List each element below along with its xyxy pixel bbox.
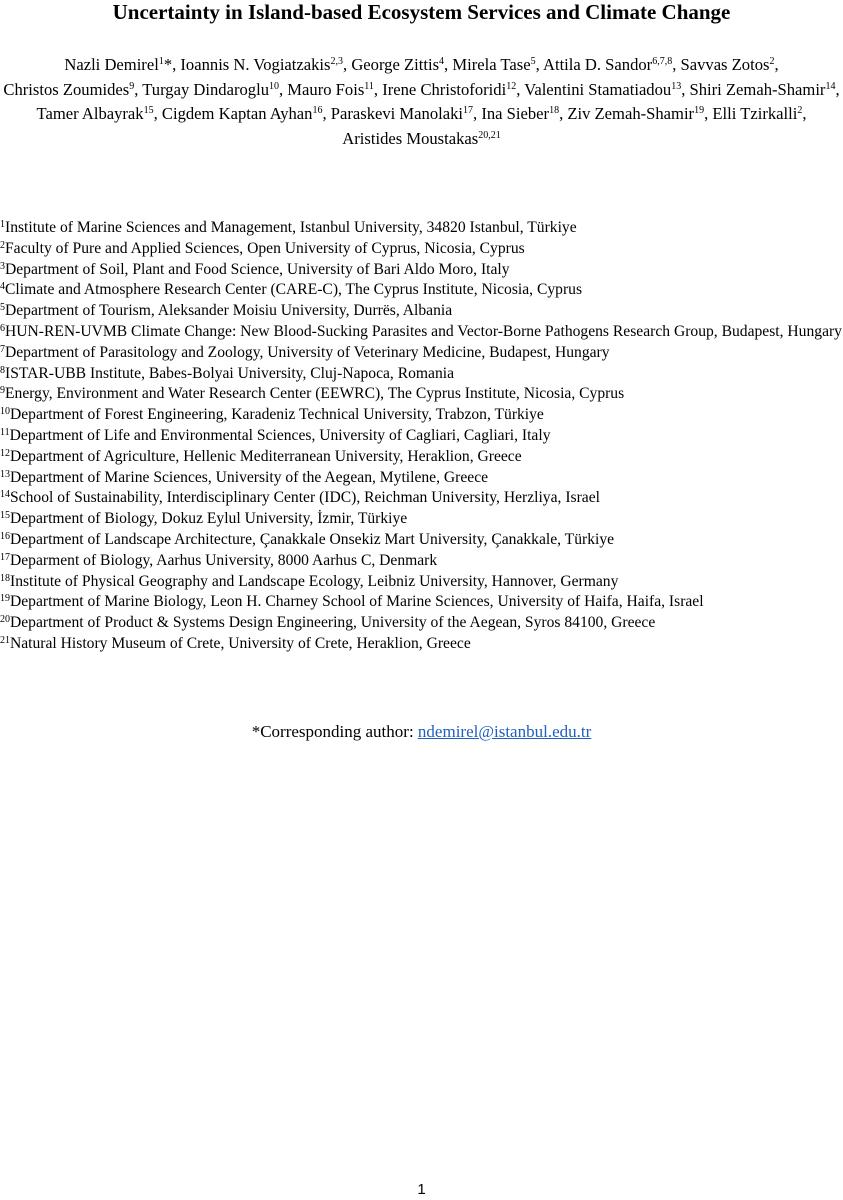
author-affiliation-marker: 4 — [439, 56, 445, 67]
corresponding-author — [0, 721, 843, 743]
affiliation-item — [0, 239, 843, 260]
author-affiliation-marker: 20,21 — [478, 129, 501, 141]
affiliation-item — [0, 322, 843, 343]
author — [142, 80, 279, 99]
corresponding-author-label: *Corresponding author: — [251, 722, 418, 741]
author-affiliation-marker: 9 — [129, 80, 135, 92]
affiliation-number: 12 — [0, 447, 10, 459]
author-separator: , — [704, 104, 713, 123]
affiliation-number: 15 — [0, 510, 10, 522]
author — [481, 104, 559, 123]
author-affiliation-marker: 2,3 — [330, 56, 344, 67]
affiliation-text: Department of Landscape Architecture, Çanakkale Onsekiz Mart University, Çanakkale, Türkiye — [10, 530, 615, 548]
affiliation-item — [0, 364, 843, 385]
author — [36, 104, 153, 123]
affiliation-text: Department of Parasitology and Zoology, University of Veterinary Medicine, Budapest, Hungary — [5, 343, 610, 361]
author-name: Ioannis N. Vogiatzakis — [180, 55, 331, 74]
affiliation-text: Department of Life and Environmental Sciences, University of Cagliari, Cagliari, Italy — [9, 426, 551, 444]
affiliation-number: 11 — [0, 426, 10, 438]
affiliation-item — [0, 405, 843, 426]
author — [690, 80, 836, 99]
author-affiliation-marker: 1 — [158, 56, 164, 67]
affiliation-text: Natural History Museum of Crete, University of Crete, Heraklion, Greece — [10, 634, 471, 652]
affiliation-item — [0, 592, 843, 613]
affiliation-number: 7 — [0, 343, 5, 355]
author-affiliation-marker: 2 — [769, 56, 775, 67]
author-affiliation-marker: 6,7,8 — [652, 56, 673, 67]
affiliation-number: 3 — [0, 260, 5, 272]
author — [351, 55, 444, 74]
affiliation-number: 19 — [0, 593, 10, 605]
affiliation-item — [0, 301, 843, 322]
author — [162, 104, 323, 123]
author-separator: , — [473, 104, 482, 123]
author-separator: , — [322, 104, 331, 123]
affiliation-item — [0, 260, 843, 281]
author-affiliation-marker: 13 — [671, 80, 682, 92]
author-separator: , — [672, 55, 681, 74]
affiliation-text: Department of Biology, Dokuz Eylul University, İzmir, Türkiye — [10, 510, 408, 528]
affiliation-text: Institute of Physical Geography and Landscape Ecology, Leibniz University, Hannover, Germany — [10, 572, 619, 590]
affiliation-number: 4 — [0, 281, 5, 293]
affiliation-text: Climate and Atmosphere Research Center (CARE-C), The Cyprus Institute, Nicosia, Cyprus — [5, 281, 583, 299]
author — [3, 80, 134, 99]
affiliation-number: 14 — [0, 489, 10, 501]
affiliation-number: 1 — [0, 219, 5, 230]
author — [382, 80, 516, 99]
affiliation-text: Deparment of Biology, Aarhus University, 8000 Aarhus C, Denmark — [10, 551, 438, 569]
author-separator: , — [134, 79, 143, 99]
affiliation-item — [0, 280, 843, 301]
affiliation-text: ISTAR-UBB Institute, Babes-Bolyai University, Cluj-Napoca, Romania — [5, 364, 455, 382]
author — [287, 80, 374, 99]
affiliation-number: 9 — [0, 385, 5, 397]
author-name: Savvas Zotos — [680, 55, 770, 74]
affiliation-text: Department of Marine Sciences, University of the Aegean, Mytilene, Greece — [10, 468, 489, 486]
author-affiliation-marker: 18 — [549, 105, 560, 116]
affiliation-item — [0, 488, 843, 509]
affiliation-text: Department of Soil, Plant and Food Science, University of Bari Aldo Moro, Italy — [5, 260, 510, 278]
author — [64, 55, 163, 74]
affiliation-item — [0, 447, 843, 468]
affiliation-number: 5 — [0, 302, 5, 314]
affiliation-list — [0, 218, 843, 655]
author-name: Christos Zoumides — [3, 79, 130, 99]
author — [331, 104, 473, 123]
affiliation-item — [0, 551, 843, 572]
author-name: Mirela Tase — [452, 55, 531, 74]
author-affiliation-marker: 10 — [269, 80, 279, 92]
affiliation-number: 10 — [0, 406, 10, 418]
author-name: Attila D. Sandor — [542, 55, 653, 74]
paper-title: Uncertainty in Island-based Ecosystem Services and Climate Change — [112, 0, 731, 24]
author-name: Irene Christoforidi — [382, 79, 507, 99]
author-affiliation-marker: 14 — [825, 80, 836, 92]
affiliation-number: 18 — [0, 572, 10, 584]
author-separator: , — [802, 104, 807, 123]
author — [342, 129, 500, 148]
affiliation-text: Institute of Marine Sciences and Management, Istanbul University, 34820 Istanbul, Türkiye — [5, 219, 577, 236]
author-affiliation-marker: 19 — [694, 105, 705, 116]
affiliation-text: Department of Marine Biology, Leon H. Charney School of Marine Sciences, University of Haifa, Haifa, Israel — [10, 593, 704, 611]
affiliation-item — [0, 530, 843, 551]
affiliation-item — [0, 572, 843, 593]
affiliation-item — [0, 613, 843, 634]
affiliation-text: HUN-REN-UVMB Climate Change: New Blood-Sucking Parasites and Vector-Borne Pathogens Research Group, Budapest, Hungary — [5, 322, 842, 340]
author-separator: , — [535, 55, 543, 74]
affiliation-item — [0, 343, 843, 364]
affiliation-item — [0, 509, 843, 530]
author-separator: , — [516, 79, 525, 99]
page-number: 1 — [417, 1181, 426, 1198]
author — [180, 55, 343, 74]
affiliation-item — [0, 218, 843, 239]
affiliation-text: Faculty of Pure and Applied Sciences, Open University of Cyprus, Nicosia, Cyprus — [5, 239, 525, 257]
affiliation-number: 20 — [0, 614, 10, 626]
affiliation-text: Energy, Environment and Water Research Center (EEWRC), The Cyprus Institute, Nicosia, Cyprus — [5, 385, 625, 403]
author — [543, 55, 672, 74]
affiliation-item — [0, 468, 843, 489]
affiliation-item — [0, 634, 843, 655]
author-name: Turgay Dindaroglu — [142, 79, 269, 99]
author-name: George Zittis — [351, 55, 440, 74]
author-affiliation-marker: 15 — [143, 105, 154, 116]
author-name: Mauro Fois — [287, 79, 365, 99]
author-affiliation-marker: 16 — [312, 105, 323, 116]
author-name: Elli Tzirkalli — [712, 104, 798, 123]
affiliation-number: 21 — [0, 634, 10, 646]
author-name: Nazli Demirel — [64, 55, 159, 74]
affiliation-text: Department of Agriculture, Hellenic Mediterranean University, Heraklion, Greece — [10, 447, 522, 465]
author — [567, 104, 704, 123]
author-name: Aristides Moustakas — [342, 128, 479, 148]
author-name: Shiri Zemah-Shamir — [689, 79, 826, 99]
affiliation-number: 8 — [0, 364, 5, 376]
author-affiliation-marker: 2 — [797, 105, 803, 116]
author-name: Tamer Albayrak — [36, 104, 144, 123]
affiliation-number: 2 — [0, 239, 5, 251]
author-name: Ina Sieber — [481, 104, 550, 123]
author-separator: , — [681, 79, 690, 99]
author — [681, 55, 775, 74]
author-separator: *, — [163, 55, 181, 74]
affiliation-text: Department of Product & Systems Design Engineering, University of the Aegean, Syros 84100, Greece — [10, 614, 656, 632]
author-name: Valentini Stamatiadou — [524, 79, 672, 99]
affiliation-text: Department of Tourism, Aleksander Moisiu University, Durrës, Albania — [5, 302, 453, 320]
author-affiliation-marker: 17 — [463, 105, 474, 116]
affiliation-item — [0, 384, 843, 405]
affiliation-number: 6 — [0, 322, 5, 334]
author — [524, 80, 681, 99]
affiliation-item — [0, 426, 843, 447]
author-separator: , — [279, 79, 288, 99]
author-separator: , — [153, 104, 162, 123]
author-list — [0, 53, 843, 151]
corresponding-author-email-link[interactable]: ndemirel@istanbul.edu.tr — [417, 722, 592, 741]
affiliation-number: 13 — [0, 468, 10, 480]
author-separator: , — [774, 55, 779, 74]
author — [712, 104, 802, 123]
author-separator: , — [444, 55, 453, 74]
author — [452, 55, 535, 74]
affiliation-number: 17 — [0, 551, 10, 563]
author-affiliation-marker: 12 — [506, 80, 517, 92]
author-name: Cigdem Kaptan Ayhan — [161, 104, 313, 123]
author-name: Ziv Zemah-Shamir — [567, 104, 695, 123]
affiliation-text: Department of Forest Engineering, Karadeniz Technical University, Trabzon, Türkiye — [10, 406, 544, 424]
author-separator: , — [343, 55, 352, 74]
author-name: Paraskevi Manolaki — [330, 104, 464, 123]
author-separator: , — [559, 104, 568, 123]
author-separator: , — [835, 79, 840, 99]
author-separator: , — [373, 79, 383, 99]
author-affiliation-marker: 5 — [530, 56, 536, 67]
affiliation-text: School of Sustainability, Interdisciplinary Center (IDC), Reichman University, Herzliya, Israel — [10, 489, 600, 507]
affiliation-number: 16 — [0, 530, 10, 542]
author-affiliation-marker: 11 — [364, 80, 374, 92]
